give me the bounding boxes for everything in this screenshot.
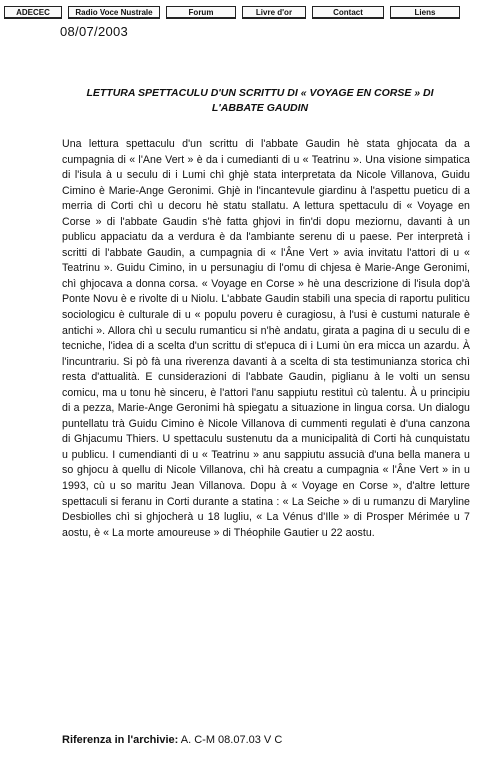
nav-contact-button[interactable]: Contact	[312, 6, 384, 19]
article-paragraph: Una lettura spettaculu d'un scrittu di l'abbate Gaudin hè stata ghjocata da a cumpagnia di « l'Ane Vert » è da i cumedianti di u « Teatrinu ». Una visione simpatica di l'isula à u seculu di i Lumi chì ghjè stata interpretata da Nicole Villanova, Guidu Cimino è Marie-Ange Geronimi. Ghjè in l'incantevule giardinu à l'aspettu pueticu di a merria di Corti chì u decoru hè statu stallatu. A lettura spettaculu di « Voyage en Corse » di l'abbate Gaudin s'hè fatta ghjovi in fin'di dopu meziornu, davanti à un publicu appaciatu da a verdura è da l'ambiante serenu di u paese. Per interpretà i scritti di l'abbate Gaudin, a cumpagnia di « l'Âne Vert » avia invitatu l'attori di u « Teatrinu ». Guidu Cimino, in u persunagiu di l'omu di chjesa è Marie-Ange Geronimi, chì ghjocava a donna corsa. « Voyage en Corse » hè una descrizione di l'isula dop'à Ponte Novu è e rivolte di u Niolu. L'abbate Gaudin stabilì una specia di raportu puliticu sociologicu è culturale di u « populu poveru è curagiosu, à l'usi è custumi naturale è antichi ». Allora chì u seculu rumanticu si n'hè andatu, girata a pagina di u seculu di e tecniche, l'idea di a scelta d'un scrittu di st'epuca di i Lumi ùn era micca un azardu. À l'incuntrariu. Si pò fà una riverenza davanti à a scelta di sta testimunianza storica chì resta d'attualità. E cunsiderazioni di l'abbate Gaudin, piglianu à le volti un sensu comicu, ma u tonu hè sinceru, è l'attori l'anu sappiutu restituì cù talentu. À u principiu di a pezza, Marie-Ange Geronimi hà spiegatu a situazione in lingua corsa. Un dialogu puntellatu trà Guidu Cimino è Nicole Villanova di cummenti regulati è d'una canzona di Ghjacumu Thiers. U spettaculu sustenutu da a municipalità di Corti hà cunquistatu u publicu. I cumendianti di u « Teatrinu » anu sappiutu assucià d'una bella manera u so ghjocu à quellu di Nicole Villanova, chì hà creatu a cumpagnia « l'Âne Vert » in u 1993, cù u so maritu Jean Villanova. Dopu à « Voyage en Corse », d'altre letture spettaculi si feranu in Corti durante a statina : « La Seiche » di u rumanzu di Maryline Desbiolles chì si ghjocherà u 18 lugliu, « La Vénus d'Ille » di Prosper Mérimée u 7 aostu, è « La morte amoureuse » di Théophile Gautier u 22 aostu.	[62, 138, 470, 539]
archive-reference-value: A. C-M 08.07.03 V C	[180, 734, 283, 746]
nav-liens-button[interactable]: Liens	[390, 6, 460, 19]
nav-radio-voce-nustrale-button[interactable]: Radio Voce Nustrale	[68, 6, 160, 19]
archive-reference-label: Riferenza in l'archivie:	[62, 734, 179, 746]
nav-adecec-button[interactable]: ADECEC	[4, 6, 62, 19]
archive-reference	[62, 734, 282, 746]
article-date: 08/07/2003	[60, 24, 129, 39]
nav-livre-dor-button[interactable]: Livre d'or	[242, 6, 306, 19]
article-body	[62, 137, 470, 541]
article-title: LETTURA SPETTACULU D'UN SCRITTU DI « VOYAGE EN CORSE » DI L'ABBATE GAUDIN	[86, 87, 434, 114]
nav-bar	[0, 6, 489, 21]
nav-forum-button[interactable]: Forum	[166, 6, 236, 19]
